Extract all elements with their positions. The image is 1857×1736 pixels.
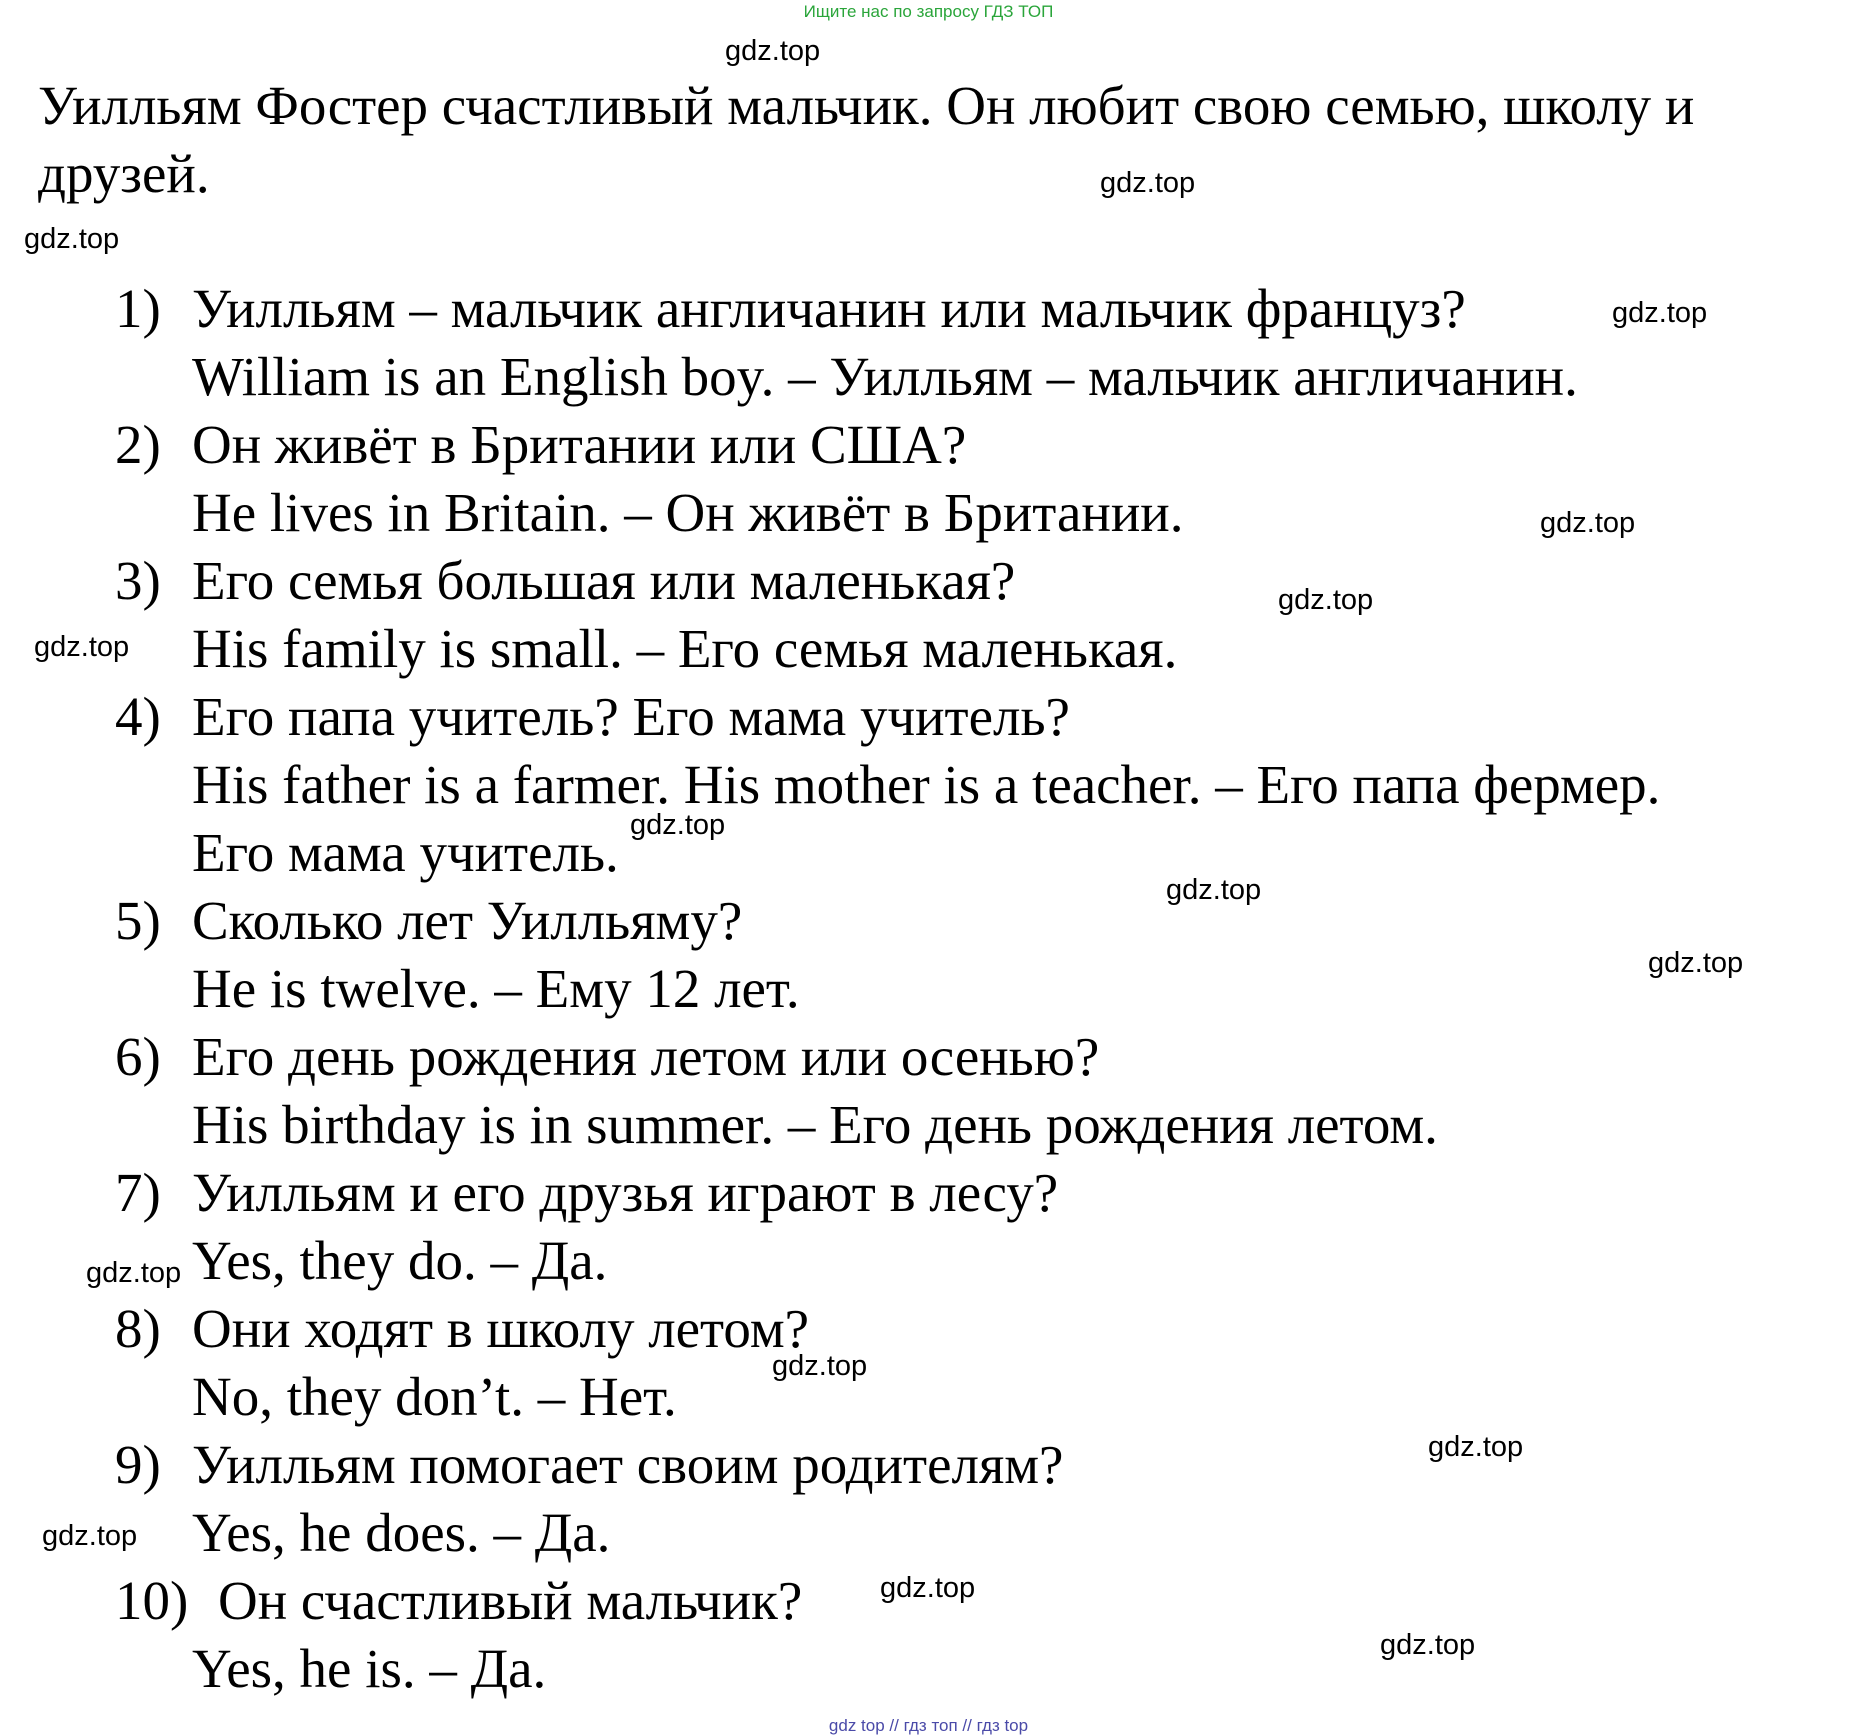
item-answer: No, they don’t. – Нет. [192,1366,677,1427]
item-number: 10) [115,1570,189,1631]
list-item [0,411,1660,547]
watermark: gdz.top [1100,167,1196,199]
watermark: gdz.top [1278,584,1374,616]
item-question: Он счастливый мальчик? [218,1570,803,1631]
watermark: gdz.top [24,223,120,255]
top-banner: Ищите нас по запросу ГДЗ ТОП [803,2,1054,21]
item-answer: Yes, he does. – Да. [192,1502,611,1563]
item-question: Его день рождения летом или осенью? [192,1026,1100,1087]
item-answer: William is an English boy. – Уилльям – мальчик англичанин. [192,346,1578,407]
item-question: Они ходят в школу летом? [192,1298,810,1359]
item-question: Уилльям – мальчик англичанин или мальчик француз? [192,278,1466,339]
item-question: Он живёт в Британии или США? [192,414,967,475]
item-answer: He is twelve. – Ему 12 лет. [192,958,800,1019]
watermark: gdz.top [1428,1431,1524,1463]
item-number: 8) [115,1298,161,1359]
watermark: gdz.top [1540,507,1636,539]
list-item [0,1431,1660,1567]
item-number: 3) [115,550,161,611]
watermark: gdz.top [34,631,130,663]
list-item [0,683,1660,887]
item-answer: His family is small. – Его семья маленькая. [192,618,1178,679]
item-number: 1) [115,278,161,339]
item-answer: His birthday is in summer. – Его день рождения летом. [192,1094,1438,1155]
watermark: gdz.top [630,809,726,841]
item-number: 4) [115,686,161,747]
item-number: 2) [115,414,161,475]
list-item [0,547,1660,683]
list-item [0,275,1660,411]
item-question: Уилльям помогает своим родителям? [192,1434,1064,1495]
intro-paragraph: Уилльям Фостер счастливый мальчик. Он любит свою семью, школу и друзей. [38,75,1695,204]
watermark: gdz.top [725,35,821,67]
watermark: gdz.top [1380,1629,1476,1661]
watermark: gdz.top [1648,947,1744,979]
item-answer: He lives in Britain. – Он живёт в Британии. [192,482,1184,543]
item-number: 7) [115,1162,161,1223]
watermark: gdz.top [1612,297,1708,329]
watermark: gdz.top [772,1350,868,1382]
item-question: Сколько лет Уилльяму? [192,890,743,951]
item-answer: Yes, he is. – Да. [192,1638,547,1699]
item-answer: Yes, they do. – Да. [192,1230,608,1291]
item-question: Его семья большая или маленькая? [192,550,1016,611]
watermark: gdz.top [86,1257,182,1289]
watermark: gdz.top [1166,874,1262,906]
item-number: 5) [115,890,161,951]
bottom-banner: gdz top // гдз топ // гдз top [828,1716,1029,1735]
item-number: 6) [115,1026,161,1087]
question-list [0,275,1660,1703]
watermark: gdz.top [42,1520,138,1552]
item-number: 9) [115,1434,161,1495]
item-answer-continued: Его мама учитель. [192,822,619,883]
watermark: gdz.top [880,1572,976,1604]
list-item [0,887,1660,1023]
item-answer: His father is a farmer. His mother is a teacher. – Его папа фермер. [192,754,1661,815]
item-question: Уилльям и его друзья играют в лесу? [192,1162,1059,1223]
item-question: Его папа учитель? Его мама учитель? [192,686,1070,747]
list-item [0,1159,1660,1295]
list-item [0,1023,1660,1159]
